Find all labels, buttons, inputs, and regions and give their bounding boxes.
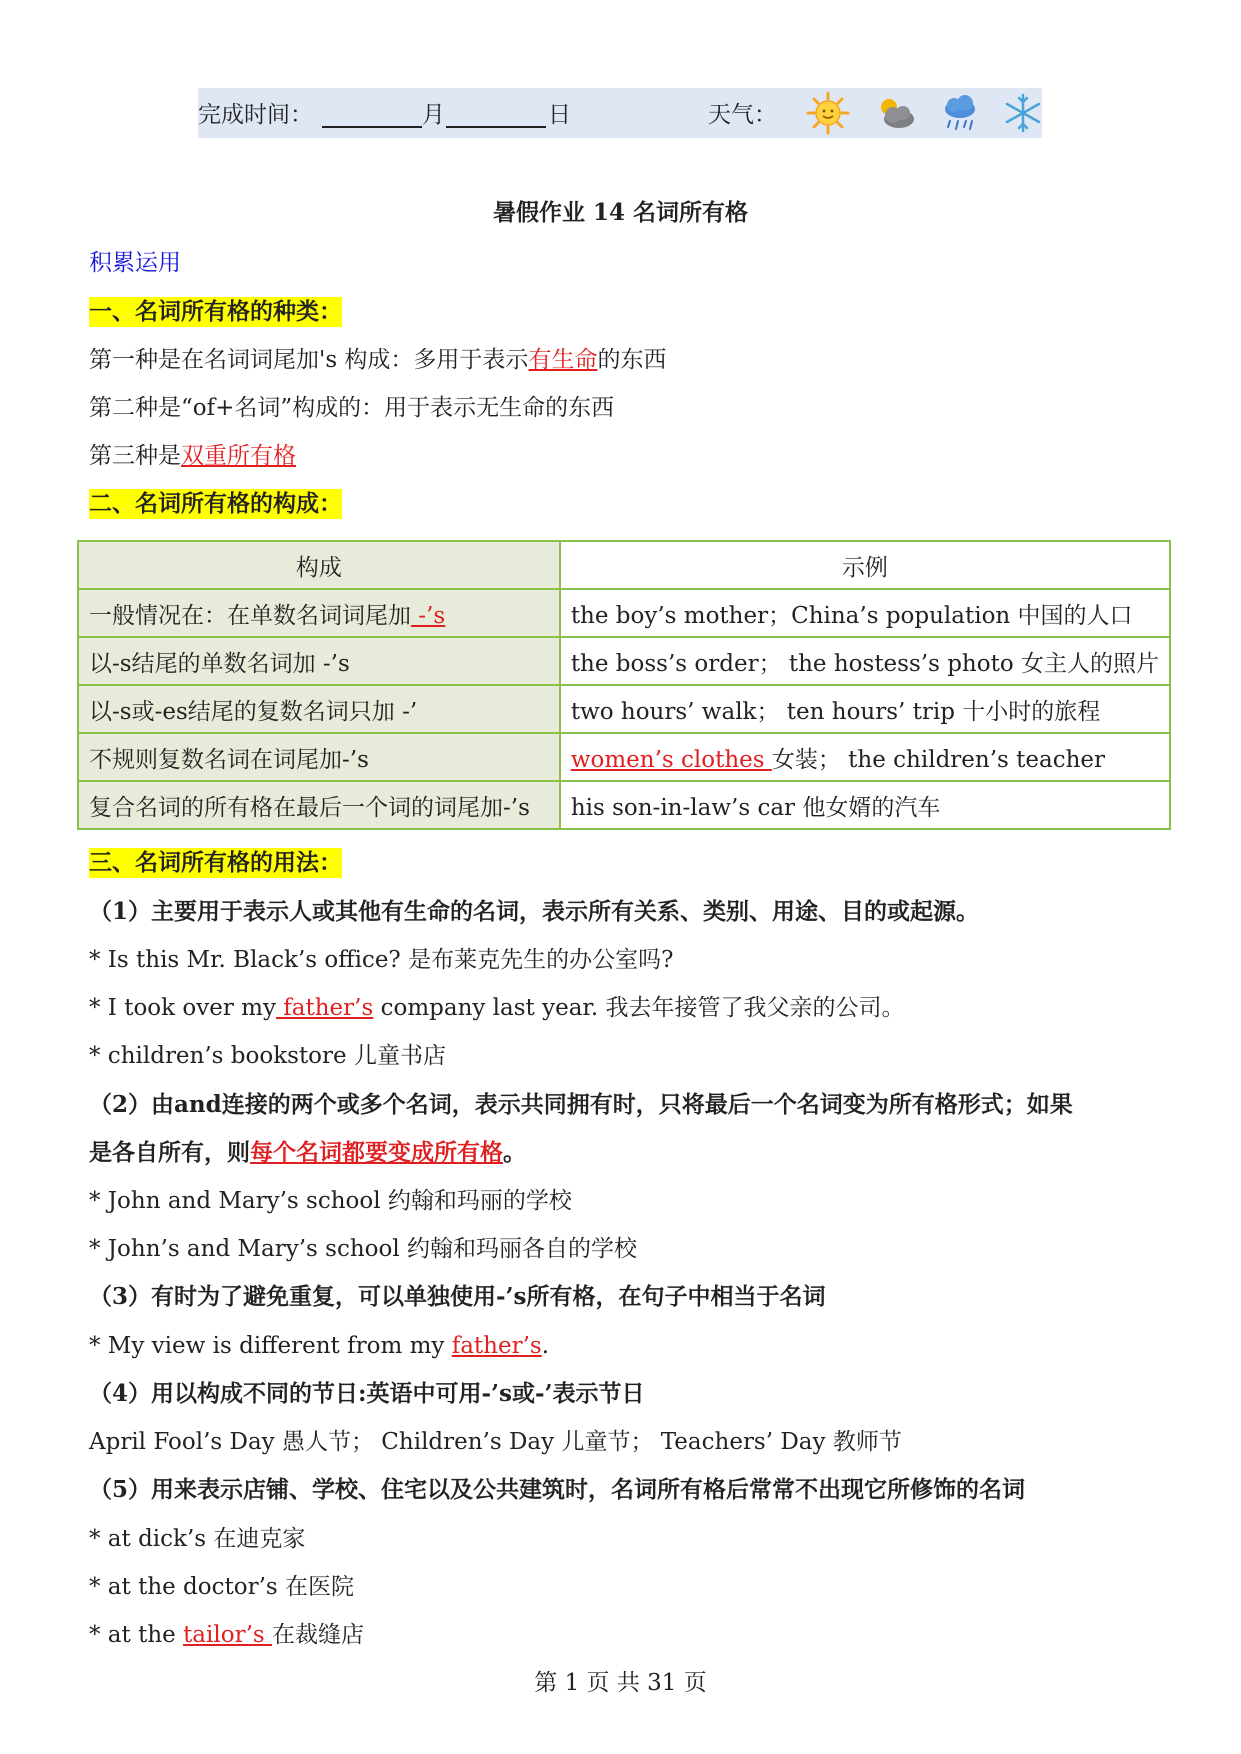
usage-1-example-3: * children’s bookstore 儿童书店 (89, 1043, 446, 1069)
rule-cell: 复合名词的所有格在最后一个词的词尾加-’s (78, 781, 560, 829)
table-row (78, 781, 1170, 829)
usage-5-example-1: * at dick’s 在迪克家 (89, 1526, 306, 1552)
example-cell: his son-in-law’s car 他女婿的汽车 (560, 781, 1170, 829)
section1-line3: 第三种是双重所有格 (89, 443, 296, 469)
usage-5: （5）用来表示店铺、学校、住宅以及公共建筑时，名词所有格后常常不出现它所修饰的名词 (89, 1476, 1026, 1503)
usage-1: （1）主要用于表示人或其他有生命的名词，表示所有关系、类别、用途、目的或起源。 (89, 898, 980, 925)
usage-4: （4）用以构成不同的节日:英语中可用-’s或-’表示节日 (89, 1380, 645, 1407)
day-label: 日 (548, 102, 571, 128)
table-row (78, 685, 1170, 733)
col-header-formation: 构成 (78, 541, 560, 589)
table-row (78, 589, 1170, 637)
weather-label: 天气： (708, 102, 777, 128)
table-header-row (78, 541, 1170, 589)
example-cell: the boy’s mother；China’s population 中国的人口 (560, 589, 1170, 637)
rule-cell: 以-s结尾的单数名词加 -’s (78, 637, 560, 685)
usage-2-example-2: * John’s and Mary’s school 约翰和玛丽各自的学校 (89, 1236, 638, 1262)
formation-table (77, 540, 1171, 830)
usage-4-example: April Fool’s Day 愚人节； Children’s Day 儿童节； Teachers’ Day 教师节 (89, 1429, 902, 1455)
finish-time-label: 完成时间： (198, 102, 313, 128)
section3-heading: 三、名词所有格的用法： (89, 849, 342, 876)
month-blank (322, 104, 422, 128)
section1-line1: 第一种是在名词词尾加's 构成：多用于表示有生命的东西 (89, 347, 667, 373)
usage-3-example: * My view is different from my father’s. (89, 1333, 550, 1359)
snow-icon (1001, 91, 1045, 135)
usage-5-example-3: * at the tailor’s 在裁缝店 (89, 1622, 364, 1648)
example-cell: the boss’s order； the hostess’s photo 女主人的照片 (560, 637, 1170, 685)
usage-2-line-2: 是各自所有，则每个名词都要变成所有格。 (89, 1139, 526, 1166)
section1-heading: 一、名词所有格的种类： (89, 298, 342, 325)
accumulate-heading: 积累运用 (89, 250, 181, 276)
sun-icon (806, 91, 850, 135)
month-label: 月 (422, 102, 445, 128)
cloudy-icon (873, 91, 917, 135)
example-cell: women’s clothes 女装； the children’s teacher (560, 733, 1170, 781)
col-header-example: 示例 (560, 541, 1170, 589)
rule-cell: 不规则复数名词在词尾加-’s (78, 733, 560, 781)
rain-icon (938, 91, 982, 135)
usage-5-example-2: * at the doctor’s 在医院 (89, 1574, 355, 1600)
header-bar (198, 88, 1042, 138)
table-row (78, 733, 1170, 781)
rule-cell: 一般情况在：在单数名词词尾加 -’s (78, 589, 560, 637)
day-blank (446, 104, 546, 128)
usage-1-example-2: * I took over my father’s company last year. 我去年接管了我父亲的公司。 (89, 995, 905, 1021)
example-cell: two hours’ walk； ten hours’ trip 十小时的旅程 (560, 685, 1170, 733)
usage-1-example-1: * Is this Mr. Black’s office? 是布莱克先生的办公室吗? (89, 947, 674, 973)
rule-cell: 以-s或-es结尾的复数名词只加 -’ (78, 685, 560, 733)
usage-2-line-1: （2）由and连接的两个或多个名词，表示共同拥有时，只将最后一个名词变为所有格形式；如果 (89, 1091, 1073, 1118)
section1-line2: 第二种是“of+名词”构成的：用于表示无生命的东西 (89, 395, 615, 421)
page-footer: 第 1 页 共 31 页 (534, 1670, 707, 1696)
section2-heading: 二、名词所有格的构成： (89, 490, 342, 517)
usage-2-example-1: * John and Mary’s school 约翰和玛丽的学校 (89, 1188, 572, 1214)
page-title: 暑假作业 14 名词所有格 (492, 199, 749, 226)
table-row (78, 637, 1170, 685)
usage-3: （3）有时为了避免重复，可以单独使用-’s所有格，在句子中相当于名词 (89, 1283, 826, 1310)
